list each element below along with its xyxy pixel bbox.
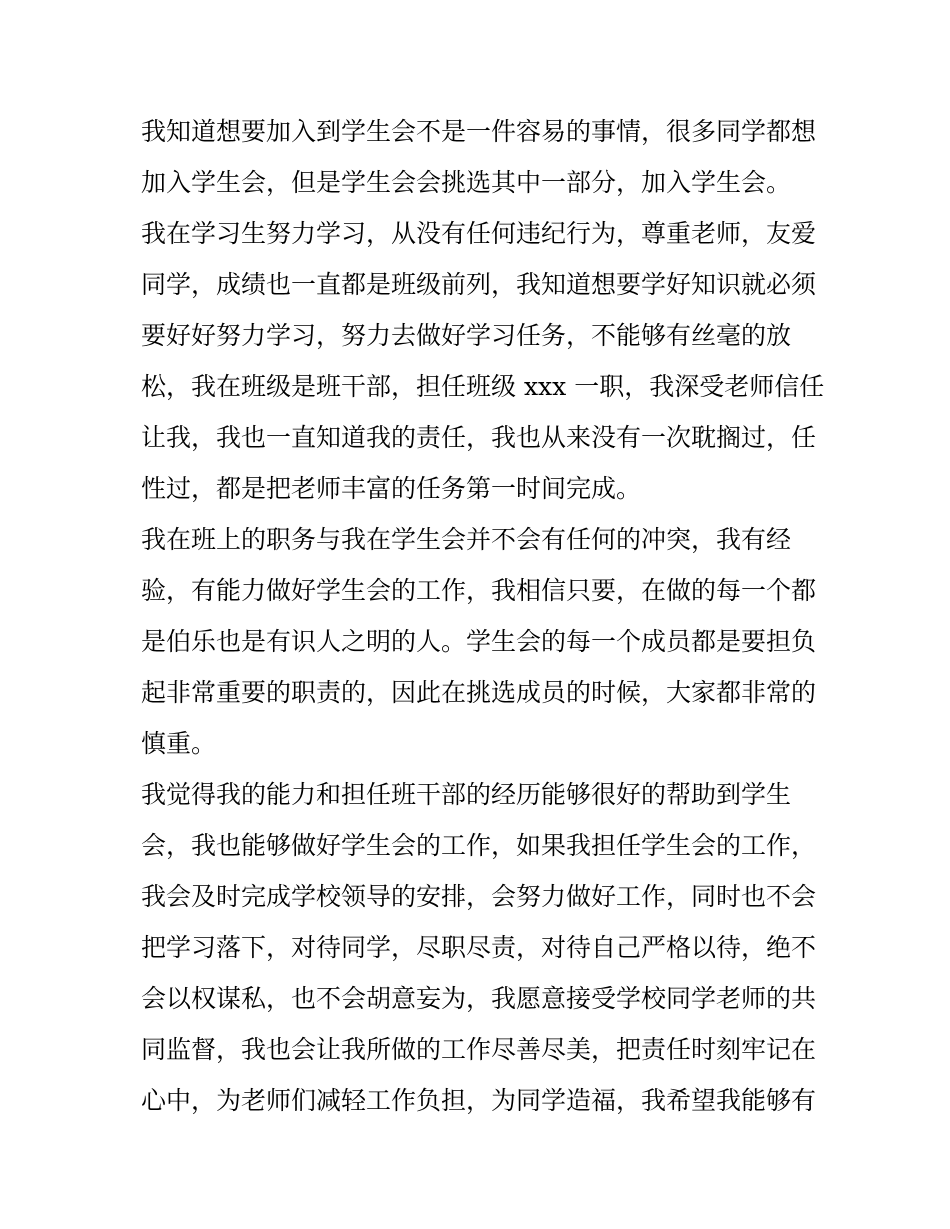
text-line: 是伯乐也是有识人之明的人。学生会的每一个成员都是要担负: [141, 627, 817, 656]
text-line: 加入学生会，但是学生会会挑选其中一部分，加入学生会。: [141, 168, 792, 197]
text-line: 起非常重要的职责的，因此在挑选成员的时候，大家都非常的: [141, 678, 817, 707]
text-line: 让我，我也一直知道我的责任，我也从来没有一次耽搁过，任: [141, 423, 817, 452]
text-line: 我在学习生努力学习，从没有任何违纪行为，尊重老师，友爱: [141, 219, 817, 248]
text-line: 验，有能力做好学生会的工作，我相信只要，在做的每一个都: [141, 576, 817, 605]
text-line: 心中，为老师们减轻工作负担，为同学造福，我希望我能够有: [141, 1086, 817, 1115]
text-line: 我会及时完成学校领导的安排，会努力做好工作，同时也不会: [141, 882, 817, 911]
text-line: 性过，都是把老师丰富的任务第一时间完成。: [141, 474, 642, 503]
text-line: 我在班上的职务与我在学生会并不会有任何的冲突，我有经: [141, 525, 792, 554]
text-line: 我觉得我的能力和担任班干部的经历能够很好的帮助到学生: [141, 780, 792, 809]
text-line: 我知道想要加入到学生会不是一件容易的事情，很多同学都想: [141, 117, 817, 146]
text-line: 要好好努力学习，努力去做好学习任务，不能够有丝毫的放: [141, 321, 792, 350]
text-line: 慎重。: [141, 729, 217, 758]
text-line: 把学习落下，对待同学，尽职尽责，对待自己严格以待，绝不: [141, 933, 817, 962]
document-body: [141, 106, 825, 1126]
text-line: 松，我在班级是班干部，担任班级 xxx 一职，我深受老师信任: [141, 372, 825, 401]
text-line: 同监督，我也会让我所做的工作尽善尽美，把责任时刻牢记在: [141, 1035, 817, 1064]
text-line: 会以权谋私，也不会胡意妄为，我愿意接受学校同学老师的共: [141, 984, 817, 1013]
text-line: 同学，成绩也一直都是班级前列，我知道想要学好知识就必须: [141, 270, 817, 299]
text-line: 会，我也能够做好学生会的工作，如果我担任学生会的工作，: [141, 831, 817, 860]
